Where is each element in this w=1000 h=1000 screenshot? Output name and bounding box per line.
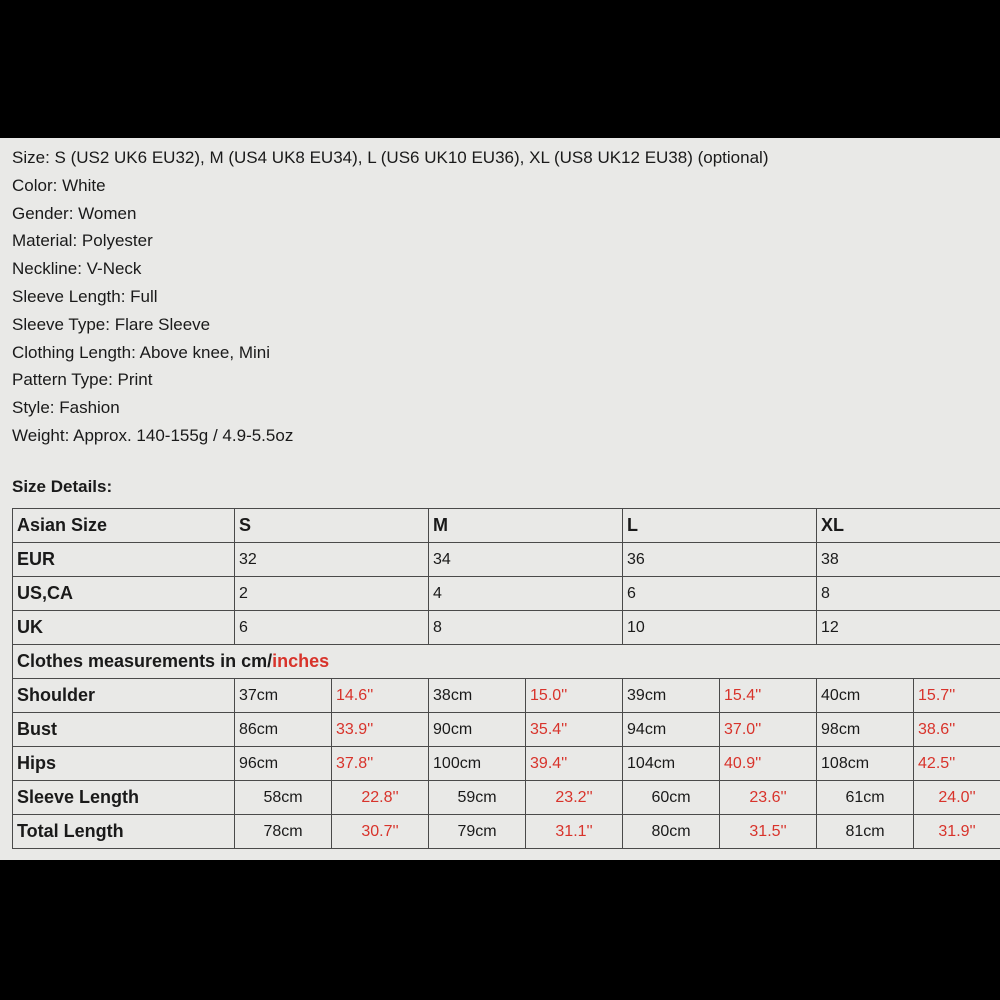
row-label: Shoulder (13, 679, 235, 713)
measurement-row-total-length (13, 815, 1000, 849)
spec-style: Style: Fashion (12, 398, 120, 418)
cm-cell: 100cm (429, 747, 526, 781)
inch-cell: 42.5'' (914, 747, 1000, 781)
measurements-heading (13, 645, 1000, 679)
row-label: Total Length (13, 815, 235, 849)
inch-cell: 15.0'' (526, 679, 623, 713)
cm-cell: 79cm (429, 815, 526, 849)
cm-cell: 59cm (429, 781, 526, 815)
measurements-heading-prefix: Clothes measurements in cm/ (17, 651, 273, 671)
row-label: Bust (13, 713, 235, 747)
spec-gender: Gender: Women (12, 203, 137, 223)
inch-cell: 14.6'' (332, 679, 429, 713)
spec-material: Material: Polyester (12, 231, 153, 251)
spec-neckline: Neckline: V-Neck (12, 259, 142, 279)
cm-cell: 39cm (623, 679, 720, 713)
row-label: Hips (13, 747, 235, 781)
cm-cell: 86cm (235, 713, 332, 747)
size-row-us (13, 577, 1000, 611)
size-cell: 6 (623, 577, 817, 611)
spec-clothing-length: Clothing Length: Above knee, Mini (12, 342, 271, 362)
row-label: US,CA (13, 577, 235, 611)
size-row-eur (13, 543, 1000, 577)
cm-cell: 37cm (235, 679, 332, 713)
cm-cell: 58cm (235, 781, 332, 815)
size-details-title: Size Details: (12, 477, 113, 496)
inch-cell: 33.9'' (332, 713, 429, 747)
cm-cell: 61cm (817, 781, 914, 815)
cm-cell: 96cm (235, 747, 332, 781)
size-row-asian (13, 509, 1000, 543)
inch-cell: 31.1'' (526, 815, 623, 849)
size-cell: 4 (429, 577, 623, 611)
spec-pattern-type: Pattern Type: Print (12, 370, 153, 390)
cm-cell: 108cm (817, 747, 914, 781)
inch-cell: 30.7'' (332, 815, 429, 849)
inch-cell: 15.4'' (720, 679, 817, 713)
inch-cell: 31.5'' (720, 815, 817, 849)
cm-cell: 40cm (817, 679, 914, 713)
inch-cell: 40.9'' (720, 747, 817, 781)
spec-sleeve-type: Sleeve Type: Flare Sleeve (12, 314, 211, 334)
size-cell: 32 (235, 543, 429, 577)
inch-cell: 23.6'' (720, 781, 817, 815)
measurements-heading-accent: inches (272, 651, 330, 671)
cm-cell: 80cm (623, 815, 720, 849)
size-cell: M (429, 509, 623, 543)
inch-cell: 31.9'' (914, 815, 1000, 849)
size-cell: 12 (817, 611, 1000, 645)
spec-sleeve-length: Sleeve Length: Full (12, 286, 158, 306)
cm-cell: 90cm (429, 713, 526, 747)
size-cell: 38 (817, 543, 1000, 577)
spec-color: Color: White (12, 175, 106, 195)
cm-cell: 78cm (235, 815, 332, 849)
inch-cell: 38.6'' (914, 713, 1000, 747)
size-cell: 6 (235, 611, 429, 645)
inch-cell: 37.8'' (332, 747, 429, 781)
size-cell: XL (817, 509, 1000, 543)
product-specs (12, 144, 768, 450)
measurement-row-bust (13, 713, 1000, 747)
cm-cell: 81cm (817, 815, 914, 849)
size-cell: 36 (623, 543, 817, 577)
cm-cell: 38cm (429, 679, 526, 713)
cm-cell: 98cm (817, 713, 914, 747)
size-cell: 8 (429, 611, 623, 645)
measurement-row-shoulder (13, 679, 1000, 713)
inch-cell: 37.0'' (720, 713, 817, 747)
row-label: UK (13, 611, 235, 645)
spec-weight: Weight: Approx. 140-155g / 4.9-5.5oz (12, 425, 294, 445)
size-cell: 8 (817, 577, 1000, 611)
size-cell: 10 (623, 611, 817, 645)
size-cell: L (623, 509, 817, 543)
inch-cell: 15.7'' (914, 679, 1000, 713)
size-table (12, 508, 1000, 849)
inch-cell: 39.4'' (526, 747, 623, 781)
row-label: Sleeve Length (13, 781, 235, 815)
inch-cell: 35.4'' (526, 713, 623, 747)
row-label: EUR (13, 543, 235, 577)
inch-cell: 22.8'' (332, 781, 429, 815)
cm-cell: 104cm (623, 747, 720, 781)
size-cell: 34 (429, 543, 623, 577)
inch-cell: 24.0'' (914, 781, 1000, 815)
cm-cell: 94cm (623, 713, 720, 747)
measurement-row-sleeve-length (13, 781, 1000, 815)
inch-cell: 23.2'' (526, 781, 623, 815)
spec-size: Size: S (US2 UK6 EU32), M (US4 UK8 EU34), L (US6 UK10 EU36), XL (US8 UK12 EU38) (optional) (12, 148, 769, 167)
size-cell: S (235, 509, 429, 543)
measurements-heading-row (13, 645, 1000, 679)
size-cell: 2 (235, 577, 429, 611)
product-sheet (0, 138, 1000, 860)
measurement-row-hips (13, 747, 1000, 781)
cm-cell: 60cm (623, 781, 720, 815)
row-label: Asian Size (13, 509, 235, 543)
size-row-uk (13, 611, 1000, 645)
